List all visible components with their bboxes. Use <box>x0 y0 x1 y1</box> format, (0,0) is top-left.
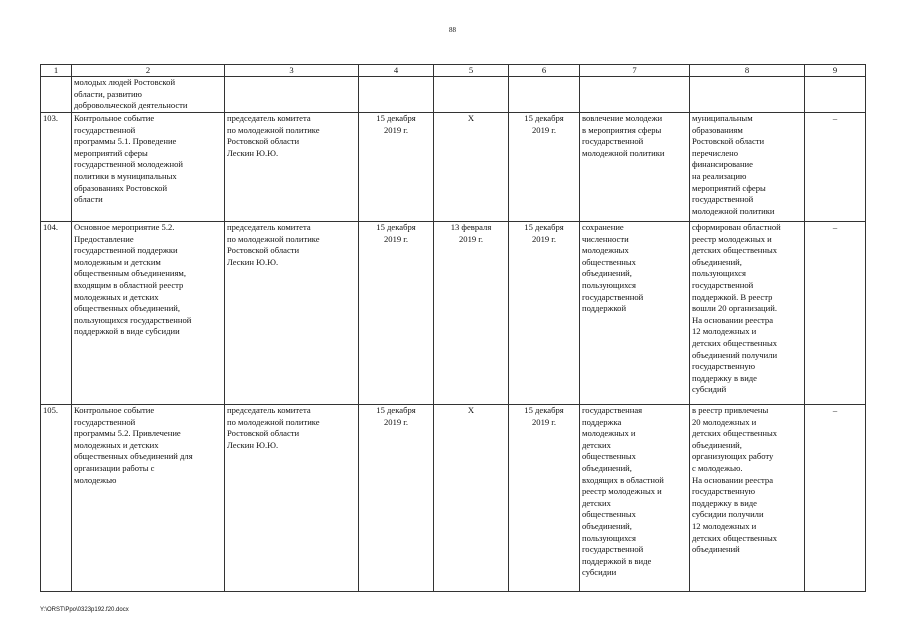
actual-end-date: 15 декабря 2019 г. <box>509 222 580 405</box>
page-number: 88 <box>449 26 456 34</box>
column-number: 6 <box>509 65 580 77</box>
planned-date: 15 декабря 2019 г. <box>359 405 434 592</box>
responsible-person: председатель комитета по молодежной политике Ростовской области Лескин Ю.Ю. <box>225 113 359 222</box>
note <box>805 77 866 113</box>
expected-result: сохранение численности молодежных общественных объединений, пользующихся государственной поддержкой <box>580 222 690 405</box>
column-number: 1 <box>41 65 72 77</box>
document-file-path: Y:\ORST\Ppo\0323p192.f20.docx <box>40 607 129 613</box>
row-number: 104. <box>41 222 72 405</box>
actual-result <box>690 77 805 113</box>
actual-start-date: X <box>434 405 509 592</box>
event-name: Основное мероприятие 5.2. Предоставление государственной поддержки молодежным и детским общественным объединениям, входящим в областной реестр молодежных и детских общественных объединений, пользующихся государственной поддержкой в виде субсидии <box>72 222 225 405</box>
column-number: 3 <box>225 65 359 77</box>
expected-result <box>580 77 690 113</box>
table-row <box>41 77 866 113</box>
actual-end-date: 15 декабря 2019 г. <box>509 405 580 592</box>
actual-start-date <box>434 77 509 113</box>
responsible-person: председатель комитета по молодежной политике Ростовской области Лескин Ю.Ю. <box>225 405 359 592</box>
expected-result: вовлечение молодежи в мероприятия сферы государственной молодежной политики <box>580 113 690 222</box>
actual-start-date: 13 февраля 2019 г. <box>434 222 509 405</box>
actual-end-date <box>509 77 580 113</box>
actual-end-date: 15 декабря 2019 г. <box>509 113 580 222</box>
table-row <box>41 405 866 592</box>
planned-date <box>359 77 434 113</box>
column-number: 9 <box>805 65 866 77</box>
note: – <box>805 222 866 405</box>
event-name: Контрольное событие государственной программы 5.2. Привлечение молодежных и детских общественных объединений для организации работы с молодежью <box>72 405 225 592</box>
event-name: Контрольное событие государственной программы 5.1. Проведение мероприятий сферы государственной молодежной политики в муниципальных образованиях Ростовской области <box>72 113 225 222</box>
event-name: молодых людей Ростовской области, развитию добровольческой деятельности <box>72 77 225 113</box>
planned-date: 15 декабря 2019 г. <box>359 113 434 222</box>
report-table <box>40 64 866 592</box>
actual-result: сформирован областной реестр молодежных и детских общественных объединений, пользующихся государственной поддержкой. В реестр вошли 20 организаций. На основании реестра 12 молодежных и детских общественных объединений получили государственную поддержку в виде субсидий <box>690 222 805 405</box>
expected-result: государственная поддержка молодежных и детских общественных объединений, входящих в областной реестр молодежных и детских общественных объединений, пользующихся государственной поддержкой в виде субсидии <box>580 405 690 592</box>
column-number: 5 <box>434 65 509 77</box>
actual-result: в реестр привлечены 20 молодежных и детских общественных объединений, организующих работу с молодежью. На основании реестра государственную поддержку в виде субсидии получили 12 молодежных и детских общественных объединений <box>690 405 805 592</box>
column-number: 7 <box>580 65 690 77</box>
column-number: 8 <box>690 65 805 77</box>
note: – <box>805 405 866 592</box>
row-number: 103. <box>41 113 72 222</box>
column-number: 2 <box>72 65 225 77</box>
note: – <box>805 113 866 222</box>
actual-result: муниципальным образованиям Ростовской области перечислено финансирование на реализацию мероприятий сферы государственной молодежной политики <box>690 113 805 222</box>
column-number: 4 <box>359 65 434 77</box>
table-row <box>41 113 866 222</box>
row-number <box>41 77 72 113</box>
row-number: 105. <box>41 405 72 592</box>
column-number-row <box>41 65 866 77</box>
table-row <box>41 222 866 405</box>
responsible-person <box>225 77 359 113</box>
planned-date: 15 декабря 2019 г. <box>359 222 434 405</box>
actual-start-date: X <box>434 113 509 222</box>
responsible-person: председатель комитета по молодежной политике Ростовской области Лескин Ю.Ю. <box>225 222 359 405</box>
